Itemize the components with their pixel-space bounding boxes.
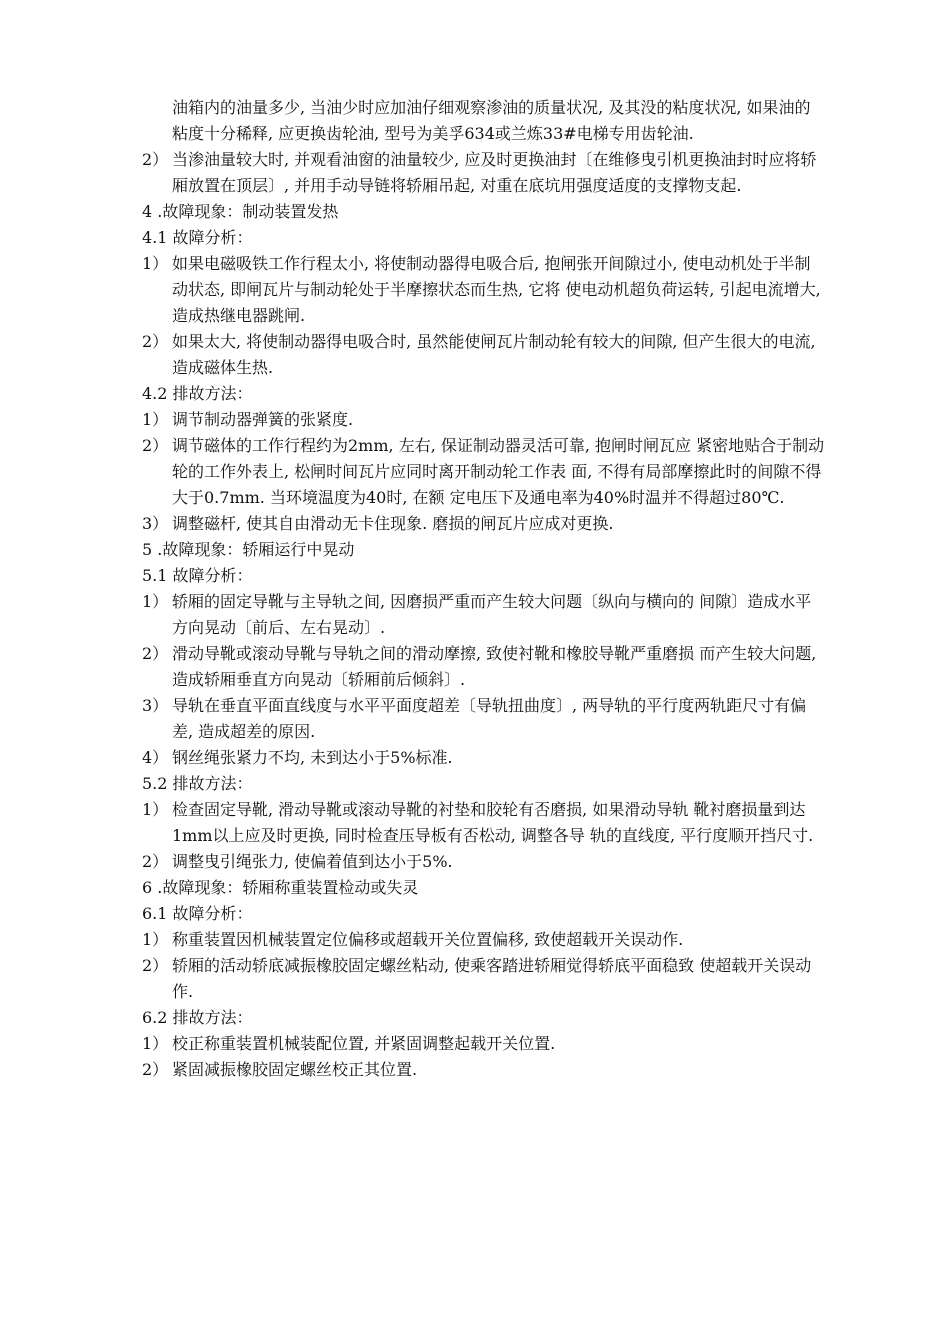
list-text: 导轨在垂直平面直线度与水平平面度超差〔导轨扭曲度〕, 两导轨的平行度两轨距尺寸有偏差, 造成超差的原因. — [172, 696, 807, 741]
list-item — [142, 797, 826, 849]
list-item — [142, 641, 826, 693]
list-number: 1） — [142, 410, 169, 429]
list-number: 1） — [142, 800, 169, 819]
subsection-title: 4.1 故障分析： — [142, 228, 253, 247]
list-text: 轿厢的活动轿底减振橡胶固定螺丝粘动, 使乘客踏进轿厢觉得轿底平面稳致 使超载开关误动作. — [172, 956, 812, 1001]
list-item — [142, 1057, 826, 1083]
list-text: 调节磁体的工作行程约为2mm, 左右, 保证制动器灵活可靠, 抱闸时闸瓦应 紧密地贴合于制动轮的工作外表上, 松闸时间瓦片应同时离开制动轮工作表 面, 不得有局部摩擦此时的间隙不得大于0.7mm. 当环境温度为40时, 在额 定电压下及通电率为40%时温并不得超过80℃. — [172, 436, 825, 507]
list-item — [142, 693, 826, 745]
list-number: 1） — [142, 930, 169, 949]
section-title: 4 .故障现象：制动装置发热 — [142, 202, 339, 221]
list-number: 2） — [142, 150, 169, 169]
list-number: 1） — [142, 592, 169, 611]
list-number: 1） — [142, 1034, 169, 1053]
list-item — [142, 849, 826, 875]
list-text: 调节制动器弹簧的张紧度. — [172, 410, 354, 429]
list-number: 2） — [142, 852, 169, 871]
list-number: 1） — [142, 254, 169, 273]
list-item — [142, 953, 826, 1005]
list-text: 如果电磁吸铁工作行程太小, 将使制动器得电吸合后, 抱闸张开间隙过小, 使电动机处于半制动状态, 即闸瓦片与制动轮处于半摩擦状态而生热, 它将 使电动机超负荷运转, 引起电流增大, 造成热继电器跳闸. — [172, 254, 821, 325]
document-page — [142, 95, 826, 1083]
list-text: 称重装置因机械装置定位偏移或超载开关位置偏移, 致使超载开关误动作. — [172, 930, 684, 949]
subsection-title: 4.2 排故方法： — [142, 384, 253, 403]
list-number: 2） — [142, 1060, 169, 1079]
list-item — [142, 745, 826, 771]
subsection-title: 5.2 排故方法： — [142, 774, 253, 793]
list-text: 检查固定导靴, 滑动导靴或滚动导靴的衬垫和胶轮有否磨损, 如果滑动导轨 靴衬磨损量到达1mm以上应及时更换, 同时检查压导板有否松动, 调整各导 轨的直线度, 平行度顺开挡尺寸. — [172, 800, 814, 845]
list-number: 2） — [142, 436, 169, 455]
list-text: 调整曳引绳张力, 使偏着值到达小于5%. — [172, 852, 453, 871]
list-text: 轿厢的固定导靴与主导轨之间, 因磨损严重而产生较大问题〔纵向与横向的 间隙〕造成水平方向晃动〔前后、左右晃动〕. — [172, 592, 812, 637]
list-item — [142, 511, 826, 537]
list-item — [142, 927, 826, 953]
list-text: 钢丝绳张紧力不均, 未到达小于5%标准. — [172, 748, 453, 767]
list-item — [142, 329, 826, 381]
list-item — [142, 1031, 826, 1057]
list-number: 3） — [142, 696, 169, 715]
list-item — [142, 589, 826, 641]
list-text: 当渗油量较大时, 并观看油窗的油量较少, 应及时更换油封〔在维修曳引机更换油封时应将轿厢放置在顶层〕, 并用手动导链将轿厢吊起, 对重在底坑用强度适度的支撑物支起. — [172, 150, 817, 195]
list-item — [142, 407, 826, 433]
subsection-title: 6.2 排故方法： — [142, 1008, 253, 1027]
list-item — [142, 147, 826, 199]
list-number: 4） — [142, 748, 169, 767]
list-number: 2） — [142, 644, 169, 663]
list-number: 2） — [142, 332, 169, 351]
section-title: 6 .故障现象：轿厢称重装置检动或失灵 — [142, 878, 419, 897]
list-text: 调整磁杆, 使其自由滑动无卡住现象. 磨损的闸瓦片应成对更换. — [172, 514, 614, 533]
list-number: 3） — [142, 514, 169, 533]
list-text: 校正称重装置机械装配位置, 并紧固调整起载开关位置. — [172, 1034, 556, 1053]
list-text: 如果太大, 将使制动器得电吸合时, 虽然能使闸瓦片制动轮有较大的间隙, 但产生很大的电流, 造成磁体生热. — [172, 332, 816, 377]
section-title: 5 .故障现象：轿厢运行中晃动 — [142, 540, 355, 559]
list-text: 滑动导靴或滚动导靴与导轨之间的滑动摩擦, 致使衬靴和橡胶导靴严重磨损 而产生较大问题, 造成轿厢垂直方向晃动〔轿厢前后倾斜〕. — [172, 644, 817, 689]
subsection-title: 5.1 故障分析： — [142, 566, 253, 585]
subsection-title: 6.1 故障分析： — [142, 904, 253, 923]
intro-continuation: 油箱内的油量多少, 当油少时应加油仔细观察渗油的质量状况, 及其没的粘度状况, 如果油的粘度十分稀释, 应更换齿轮油, 型号为美孚634或兰炼33#电梯专用齿轮油. — [172, 98, 811, 143]
list-text: 紧固减振橡胶固定螺丝校正其位置. — [172, 1060, 418, 1079]
list-item — [142, 251, 826, 329]
list-item — [142, 433, 826, 511]
list-number: 2） — [142, 956, 169, 975]
